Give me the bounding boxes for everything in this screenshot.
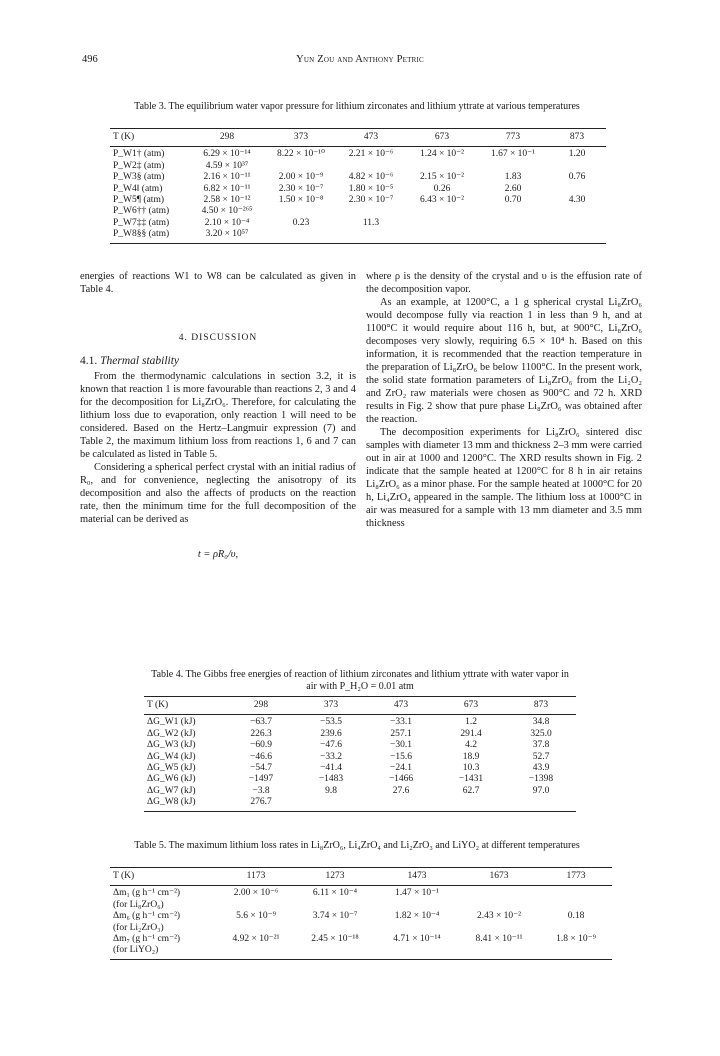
table4-row: [144, 797, 576, 811]
table5-row-label: Δm₁ (g h⁻¹ cm⁻²): [113, 888, 181, 899]
table3-row-label: P_W1† (atm): [113, 149, 165, 160]
table3-col-header: 373: [266, 129, 336, 147]
table4-cell: −54.7: [250, 763, 272, 774]
table5-cell: 2.43 × 10⁻²: [476, 911, 522, 922]
table4-cell: 325.0: [530, 728, 552, 739]
right-column: [366, 270, 642, 530]
table3-header-row: [110, 129, 606, 147]
table4-cell: 9.8: [325, 785, 337, 796]
table3-row-label: P_W2‡ (atm): [113, 160, 165, 171]
table4-cell: 226.3: [250, 728, 272, 739]
table3-row-label: P_W3§ (atm): [113, 172, 165, 183]
table4-row-label: ΔG_W8 (kJ): [144, 797, 226, 811]
table5-row: [110, 886, 612, 900]
table5-cell: 4.92 × 10⁻²¹: [232, 934, 280, 945]
table3-cell: 1.83: [504, 172, 522, 183]
table4-row: [144, 786, 576, 797]
subsection-title: Thermal stability: [100, 355, 180, 367]
table3-cell: 0.70: [504, 195, 522, 206]
table3-cell: 2.21 × 10⁻⁶: [348, 149, 394, 160]
table4-cell: −41.4: [320, 763, 342, 774]
table5-cell: [458, 923, 540, 934]
table5-row-label: (for Li₈ZrO₆): [113, 899, 164, 910]
table5-cell: [376, 945, 458, 959]
table3-col-header: 673: [406, 129, 478, 147]
table5-cell: 1.8 × 10⁻⁹: [556, 934, 596, 945]
subsection-heading: [80, 355, 356, 368]
table5-col-header: 1673: [458, 868, 540, 886]
table3-cell: 4.59 × 10³⁷: [205, 160, 249, 171]
table3-cell: [478, 229, 548, 243]
table4-cell: −33.1: [390, 717, 412, 728]
table3-cell: [406, 218, 478, 229]
table5-cell: 3.74 × 10⁻⁷: [312, 911, 358, 922]
table4-row: [144, 763, 576, 774]
table4-row: [144, 774, 576, 785]
table4-col-header: 873: [506, 697, 576, 715]
table4-cell: −3.8: [252, 785, 270, 796]
table3-row: [110, 147, 606, 161]
table5-cell: [540, 900, 612, 911]
table4-cell: 276.7: [226, 797, 296, 811]
table3-cell: 2.16 × 10⁻¹¹: [203, 172, 251, 183]
table4-row: [144, 729, 576, 740]
table5-row: [110, 923, 612, 934]
table3-cell: 0.26: [433, 183, 451, 194]
table3-cell: [548, 184, 606, 195]
table4-row-label: ΔG_W6 (kJ): [147, 774, 196, 785]
section-heading: 4. DISCUSSION: [178, 333, 258, 343]
table4-row-label: ΔG_W4 (kJ): [147, 751, 196, 762]
table5-col-header: T (K): [110, 868, 218, 886]
table3-cell: 6.82 × 10⁻¹¹: [203, 183, 251, 194]
table3-cell: 2.10 × 10⁻⁴: [204, 217, 250, 228]
table5-row: [110, 945, 612, 959]
table4-cell: 97.0: [532, 785, 550, 796]
table4-cell: 37.8: [532, 740, 550, 751]
table5-row-label: (for Li₂ZrO₃): [113, 922, 164, 933]
table4-cell: 27.6: [392, 785, 410, 796]
table3-cell: 2.15 × 10⁻²: [419, 172, 465, 183]
table3-row-label: P_W7‡‡ (atm): [113, 217, 170, 228]
table5-cell: [218, 900, 294, 911]
table3-row: [110, 206, 606, 217]
table3-caption: Table 3. The equilibrium water vapor pressure for lithium zirconates and lithium yttrate at various temperatures: [134, 101, 580, 112]
table4-header-row: [144, 697, 576, 715]
table3-cell: 0.76: [568, 172, 586, 183]
table3-cell: [548, 229, 606, 243]
table4-row-label: ΔG_W1 (kJ): [147, 717, 196, 728]
table3-row: [110, 218, 606, 229]
table5-row: [110, 934, 612, 945]
table5-row: [110, 911, 612, 922]
table3-cell: 8.22 × 10⁻¹⁰: [277, 149, 325, 160]
subsection-number: 4.1.: [80, 355, 98, 367]
table3-cell: 3.20 × 10⁵⁷: [188, 229, 266, 243]
table3-cell: [266, 161, 336, 172]
table4-cell: 4.2: [465, 740, 477, 751]
table5-row-label: Δm₇ (g h⁻¹ cm⁻²): [113, 934, 181, 945]
right-paragraph-3: The decomposition experiments for Li₈ZrO₆ sintered disc samples with diameter 13 mm and thickness 2–3 mm were carried out in air at 1000 and 1200°C. The XRD results shown in Fig. 2 indicate that the sample heated at 1200°C for 8 h in air retains Li₈ZrO₆ as a minor phase. For the sample heated at 1000°C for 20 h, Li₄ZrO₄ appeared in the sample. The lithium loss at 1000°C in air was measured for a sample with 13 mm diameter and 3.5 mm thickness: [366, 427, 642, 529]
table4-cell: 62.7: [462, 785, 480, 796]
table4-cell: [436, 797, 506, 811]
table4-cell: −1398: [528, 774, 554, 785]
table3-cell: [406, 206, 478, 217]
left-paragraph-3: Considering a spherical perfect crystal with an initial radius of R₀, and for convenience, neglecting the anisotropy of its decomposition and also the affects of products on the reaction rate, then the minimum time for the full decomposition of the material can be derived as: [80, 462, 356, 525]
table5-cell: [294, 945, 376, 959]
table4-col-header: 673: [436, 697, 506, 715]
table5-cell: [540, 945, 612, 959]
table3-row: [110, 229, 606, 243]
table5-cell: 1.47 × 10⁻¹: [394, 888, 440, 899]
table4-row: [144, 740, 576, 751]
table3-cell: [478, 206, 548, 217]
table5-row-label: (for LiYO₂): [110, 945, 218, 959]
table4-cell: −63.7: [250, 717, 272, 728]
table4-cell: 18.9: [462, 751, 480, 762]
table3-row: [110, 161, 606, 172]
table4-row-label: ΔG_W2 (kJ): [147, 728, 196, 739]
table3-cell: [548, 161, 606, 172]
table4-row-label: ΔG_W7 (kJ): [147, 785, 196, 796]
left-column: [80, 270, 356, 561]
table5-cell: [376, 900, 458, 911]
right-paragraph-2: As an example, at 1200°C, a 1 g spherical crystal Li₈ZrO₆ would decompose fully via reaction 1 in less than 9 h, and at 1100°C it would require about 116 h, but, at 900°C, Li₈ZrO₆ decomposes very slowly, requiring 6.5 × 10⁴ h. Based on this information, it is recommended that the reaction temperature in the preparation of Li₈ZrO₆ be below 1100°C. In the present work, the solid state formation parameters of Li₈ZrO₆ from the Li₂O₂ and ZrO₂ raw materials were chosen as 900°C and 72 h. XRD results in Fig. 2 show that pure phase Li₈ZrO₆ was obtained after the reaction.: [366, 297, 642, 425]
left-paragraph-1: energies of reactions W1 to W8 can be calculated as given in Table 4.: [80, 271, 356, 295]
table5-cell: 2.45 × 10⁻¹⁸: [311, 934, 359, 945]
table3-cell: 1.80 × 10⁻⁵: [348, 183, 394, 194]
table3-cell: [548, 206, 606, 217]
table4-cell: −30.1: [390, 740, 412, 751]
table3-row-label: P_W6†† (atm): [113, 206, 170, 217]
table4-cell: −53.5: [320, 717, 342, 728]
table4-cell: −47.6: [320, 740, 342, 751]
table4-cell: −1431: [458, 774, 484, 785]
table4-cell: [506, 797, 576, 811]
table5-cell: [294, 900, 376, 911]
table3-col-header: T (K): [110, 129, 188, 147]
table5-cell: [540, 923, 612, 934]
table4-cell: [296, 797, 366, 811]
table4-col-header: 298: [226, 697, 296, 715]
table3-cell: [336, 229, 406, 243]
table4-cell: [366, 797, 436, 811]
running-head: Yun Zou and Anthony Petric: [296, 54, 424, 65]
table5-cell: 8.41 × 10⁻¹¹: [475, 934, 523, 945]
table4-row: [144, 715, 576, 729]
table4-cell: 239.6: [320, 728, 342, 739]
table5-row-label: Δm₆ (g h⁻¹ cm⁻²): [113, 911, 181, 922]
table3-cell: [336, 206, 406, 217]
table3-cell: 11.3: [362, 217, 380, 228]
table3-col-header: 473: [336, 129, 406, 147]
table3-cell: [266, 206, 336, 217]
table3-row-label: P_W8§§ (atm): [110, 229, 188, 243]
table5-cell: 5.6 × 10⁻⁹: [236, 911, 276, 922]
table3-col-header: 298: [188, 129, 266, 147]
table3-row-label: P_W5¶ (atm): [113, 195, 165, 206]
table5-cell: [458, 945, 540, 959]
table4-cell: −60.9: [250, 740, 272, 751]
table4-cell: 34.8: [532, 717, 550, 728]
table3-cell: 6.43 × 10⁻²: [419, 195, 465, 206]
table3-cell: [548, 218, 606, 229]
table3-cell: [478, 218, 548, 229]
table4-cell: −46.6: [250, 751, 272, 762]
table3-row: [110, 184, 606, 195]
table3-col-header: 873: [548, 129, 606, 147]
table4-col-header: 473: [366, 697, 436, 715]
page-header: [82, 54, 638, 70]
table4-cell: −15.6: [390, 751, 412, 762]
table3-cell: [336, 161, 406, 172]
table3-cell: [478, 161, 548, 172]
table5-cell: [376, 923, 458, 934]
table5-col-header: 1273: [294, 868, 376, 886]
table4-cell: 43.9: [532, 763, 550, 774]
table4: [144, 696, 576, 812]
table4-row: [144, 752, 576, 763]
table5-col-header: 1473: [376, 868, 458, 886]
table4-cell: −1497: [248, 774, 274, 785]
table3-cell: 2.30 × 10⁻⁷: [348, 195, 394, 206]
table3-cell: [266, 229, 336, 243]
table3-cell: 2.00 × 10⁻⁹: [278, 172, 324, 183]
table4-row-label: ΔG_W5 (kJ): [147, 763, 196, 774]
table3-col-header: 773: [478, 129, 548, 147]
table5-row: [110, 900, 612, 911]
table3-cell: 1.20: [568, 149, 586, 160]
table3-cell: 2.60: [504, 183, 522, 194]
table5-col-header: 1773: [540, 868, 612, 886]
table4-cell: 52.7: [532, 751, 550, 762]
table4-row-label: ΔG_W3 (kJ): [147, 740, 196, 751]
table5-col-header: 1173: [218, 868, 294, 886]
table3-cell: 1.50 × 10⁻⁸: [278, 195, 324, 206]
table5-cell: [458, 886, 540, 900]
table3-cell: 1.67 × 10⁻¹: [490, 149, 536, 160]
table3-cell: 4.50 × 10⁻²⁶⁵: [201, 206, 253, 217]
table3: [110, 128, 606, 244]
table3-cell: 6.29 × 10⁻¹⁴: [203, 149, 251, 160]
table3-cell: 4.30: [568, 195, 586, 206]
left-paragraph-2: From the thermodynamic calculations in section 3.2, it is known that reaction 1 is more favourable than reactions 2, 3 and 4 for the decomposition for Li₈ZrO₆. Therefore, for calculating the lithium loss due to evaporation, only reaction 1 will need to be considered. Based on the Hertz–Langmuir expression (7) and Table 2, the maximum lithium loss from reactions 1, 6 and 7 can be calculated as listed in Table 5.: [80, 371, 356, 460]
table3-cell: 4.82 × 10⁻⁶: [348, 172, 394, 183]
table4-cell: −1483: [318, 774, 344, 785]
table5-cell: 4.71 × 10⁻¹⁴: [393, 934, 441, 945]
table3-cell: 1.24 × 10⁻²: [419, 149, 465, 160]
table5: [110, 867, 612, 960]
equation: t = ρR₀/υ,: [197, 549, 239, 560]
table5-cell: [218, 923, 294, 934]
page-number: 496: [82, 54, 98, 65]
table3-row: [110, 195, 606, 206]
table3-cell: [406, 229, 478, 243]
table4-cell: 1.2: [465, 717, 477, 728]
table4-col-header: T (K): [144, 697, 226, 715]
table5-caption: Table 5. The maximum lithium loss rates in Li₈ZrO₆, Li₄ZrO₄ and Li₂ZrO₃ and LiYO₂ at different temperatures: [134, 840, 580, 851]
table4-cell: −33.2: [320, 751, 342, 762]
table5-cell: 0.18: [567, 911, 585, 922]
table3-cell: 2.30 × 10⁻⁷: [278, 183, 324, 194]
table5-cell: [540, 886, 612, 900]
table5-cell: [218, 945, 294, 959]
table4-cell: −1466: [388, 774, 414, 785]
table5-cell: 1.82 × 10⁻⁴: [394, 911, 440, 922]
table5-cell: 2.00 × 10⁻⁶: [233, 888, 279, 899]
table5-cell: [458, 900, 540, 911]
table4-cell: 291.4: [460, 728, 482, 739]
table3-row: [110, 172, 606, 183]
right-paragraph-1: where ρ is the density of the crystal and υ is the effusion rate of the decomposition vapor.: [366, 271, 642, 295]
table3-cell: 2.58 × 10⁻¹²: [203, 195, 251, 206]
table5-cell: 6.11 × 10⁻⁴: [312, 888, 358, 899]
table4-cell: −24.1: [390, 763, 412, 774]
table5-cell: [294, 923, 376, 934]
table3-row-label: P_W4‖ (atm): [113, 183, 163, 194]
table3-cell: 0.23: [292, 217, 310, 228]
table4-col-header: 373: [296, 697, 366, 715]
table4-caption: Table 4. The Gibbs free energies of reaction of lithium zirconates and lithium yttrate with water vapor in air with P_H₂O = 0.01 atm: [151, 669, 569, 692]
table5-header-row: [110, 868, 612, 886]
table4-cell: 257.1: [390, 728, 412, 739]
table3-cell: [406, 161, 478, 172]
table4-cell: 10.3: [462, 763, 480, 774]
